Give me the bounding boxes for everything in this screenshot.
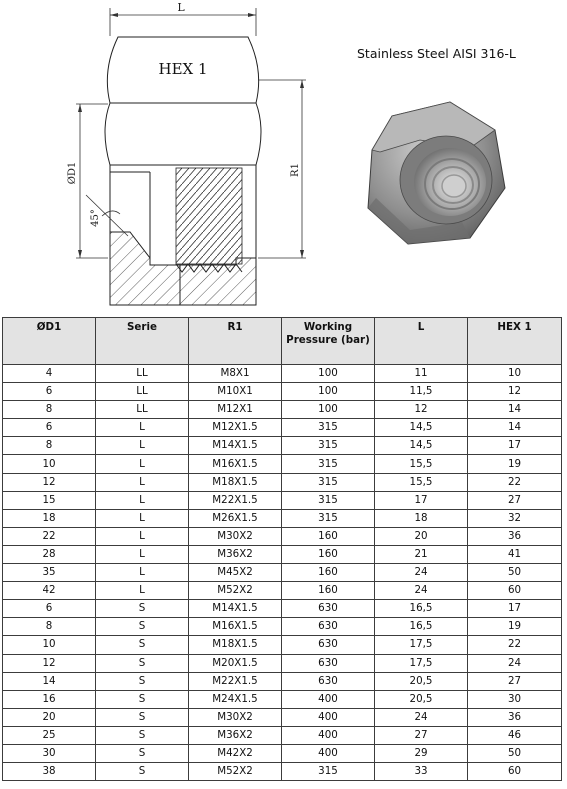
table-row — [3, 383, 562, 401]
cell-working-pressure: 100 — [282, 365, 375, 383]
cell-working-pressure: 315 — [282, 763, 375, 781]
cell-d1: 35 — [3, 564, 96, 582]
cell-l: 33 — [375, 763, 468, 781]
table-row — [3, 726, 562, 744]
cell-l: 11,5 — [375, 383, 468, 401]
cell-serie: S — [96, 744, 189, 762]
cell-serie: L — [96, 455, 189, 473]
cell-hex1: 17 — [468, 600, 562, 618]
table-row — [3, 419, 562, 437]
cell-working-pressure: 400 — [282, 744, 375, 762]
cell-working-pressure: 315 — [282, 419, 375, 437]
cell-l: 29 — [375, 744, 468, 762]
cell-r1: M18X1.5 — [189, 473, 282, 491]
table-row — [3, 491, 562, 509]
cell-l: 17 — [375, 491, 468, 509]
cell-r1: M16X1.5 — [189, 455, 282, 473]
cell-r1: M45X2 — [189, 564, 282, 582]
cell-l: 15,5 — [375, 473, 468, 491]
cell-d1: 16 — [3, 690, 96, 708]
cell-hex1: 19 — [468, 618, 562, 636]
cell-working-pressure: 630 — [282, 600, 375, 618]
cell-serie: L — [96, 437, 189, 455]
cell-r1: M12X1 — [189, 401, 282, 419]
cell-d1: 4 — [3, 365, 96, 383]
cell-r1: M8X1 — [189, 365, 282, 383]
dimension-d1 — [76, 104, 108, 258]
cell-d1: 6 — [3, 600, 96, 618]
cell-l: 20 — [375, 527, 468, 545]
table-header-row — [3, 318, 562, 365]
cell-r1: M36X2 — [189, 726, 282, 744]
cell-l: 17,5 — [375, 654, 468, 672]
header-working-pressure: Working Pressure (bar) — [282, 318, 375, 365]
cell-serie: LL — [96, 383, 189, 401]
cell-l: 24 — [375, 582, 468, 600]
thread-profile — [176, 168, 242, 272]
cell-r1: M14X1.5 — [189, 437, 282, 455]
header-hex1: HEX 1 — [468, 318, 562, 365]
cell-serie: L — [96, 473, 189, 491]
cell-working-pressure: 400 — [282, 708, 375, 726]
cell-hex1: 36 — [468, 527, 562, 545]
spec-table — [2, 317, 562, 781]
cell-working-pressure: 630 — [282, 654, 375, 672]
cell-working-pressure: 160 — [282, 545, 375, 563]
cell-d1: 30 — [3, 744, 96, 762]
cell-l: 16,5 — [375, 618, 468, 636]
cell-working-pressure: 315 — [282, 437, 375, 455]
table-body — [3, 365, 562, 781]
cell-d1: 22 — [3, 527, 96, 545]
cell-r1: M14X1.5 — [189, 600, 282, 618]
cell-working-pressure: 160 — [282, 527, 375, 545]
header-d1: ØD1 — [3, 318, 96, 365]
cell-l: 20,5 — [375, 672, 468, 690]
cell-r1: M18X1.5 — [189, 636, 282, 654]
cell-hex1: 12 — [468, 383, 562, 401]
cell-l: 24 — [375, 708, 468, 726]
cell-d1: 15 — [3, 491, 96, 509]
cell-hex1: 41 — [468, 545, 562, 563]
cell-hex1: 27 — [468, 672, 562, 690]
cell-l: 17,5 — [375, 636, 468, 654]
cell-d1: 12 — [3, 473, 96, 491]
cell-serie: L — [96, 491, 189, 509]
cell-d1: 42 — [3, 582, 96, 600]
cell-serie: L — [96, 564, 189, 582]
cell-l: 18 — [375, 509, 468, 527]
cell-hex1: 17 — [468, 437, 562, 455]
table-row — [3, 437, 562, 455]
cell-working-pressure: 100 — [282, 383, 375, 401]
cell-serie: L — [96, 419, 189, 437]
table-row — [3, 455, 562, 473]
cell-r1: M12X1.5 — [189, 419, 282, 437]
cell-l: 24 — [375, 564, 468, 582]
cell-l: 20,5 — [375, 690, 468, 708]
cell-d1: 18 — [3, 509, 96, 527]
cell-hex1: 14 — [468, 419, 562, 437]
cell-serie: S — [96, 672, 189, 690]
table-row — [3, 365, 562, 383]
cell-hex1: 60 — [468, 763, 562, 781]
dimension-r1-label: R1 — [290, 163, 301, 177]
table-row — [3, 763, 562, 781]
cell-working-pressure: 315 — [282, 491, 375, 509]
cell-d1: 28 — [3, 545, 96, 563]
table-row — [3, 690, 562, 708]
cell-serie: LL — [96, 365, 189, 383]
dimension-l-label: L — [177, 1, 185, 14]
cell-working-pressure: 315 — [282, 473, 375, 491]
cell-hex1: 50 — [468, 744, 562, 762]
table-row — [3, 600, 562, 618]
table-row — [3, 401, 562, 419]
cell-serie: S — [96, 636, 189, 654]
cell-l: 12 — [375, 401, 468, 419]
table-row — [3, 582, 562, 600]
cell-working-pressure: 160 — [282, 582, 375, 600]
table-row — [3, 672, 562, 690]
cell-r1: M20X1.5 — [189, 654, 282, 672]
cell-d1: 25 — [3, 726, 96, 744]
cell-l: 21 — [375, 545, 468, 563]
cell-d1: 8 — [3, 401, 96, 419]
cell-hex1: 22 — [468, 636, 562, 654]
cell-r1: M26X1.5 — [189, 509, 282, 527]
dimension-d1-label: ØD1 — [67, 161, 78, 185]
cell-r1: M10X1 — [189, 383, 282, 401]
header-serie: Serie — [96, 318, 189, 365]
cell-l: 15,5 — [375, 455, 468, 473]
cell-r1: M30X2 — [189, 527, 282, 545]
cell-d1: 6 — [3, 419, 96, 437]
header-r1: R1 — [189, 318, 282, 365]
cell-hex1: 19 — [468, 455, 562, 473]
cell-working-pressure: 630 — [282, 636, 375, 654]
table-row — [3, 509, 562, 527]
cell-l: 14,5 — [375, 419, 468, 437]
cell-r1: M16X1.5 — [189, 618, 282, 636]
cell-hex1: 30 — [468, 690, 562, 708]
cell-serie: S — [96, 708, 189, 726]
cell-r1: M52X2 — [189, 582, 282, 600]
table-row — [3, 708, 562, 726]
section-hatch — [110, 232, 180, 305]
cell-working-pressure: 100 — [282, 401, 375, 419]
cell-l: 14,5 — [375, 437, 468, 455]
cell-d1: 12 — [3, 654, 96, 672]
cell-hex1: 32 — [468, 509, 562, 527]
cell-d1: 10 — [3, 455, 96, 473]
cell-hex1: 10 — [468, 365, 562, 383]
dimension-angle-label: 45° — [90, 209, 101, 227]
section-hatch-right — [180, 258, 256, 305]
material-label: Stainless Steel AISI 316-L — [357, 46, 516, 61]
cell-r1: M24X1.5 — [189, 690, 282, 708]
cell-hex1: 50 — [468, 564, 562, 582]
cell-hex1: 22 — [468, 473, 562, 491]
cell-hex1: 24 — [468, 654, 562, 672]
cell-working-pressure: 315 — [282, 509, 375, 527]
cell-serie: L — [96, 509, 189, 527]
cell-hex1: 60 — [468, 582, 562, 600]
cell-serie: L — [96, 545, 189, 563]
cell-working-pressure: 630 — [282, 618, 375, 636]
cell-working-pressure: 400 — [282, 726, 375, 744]
cell-r1: M30X2 — [189, 708, 282, 726]
cell-d1: 38 — [3, 763, 96, 781]
cell-serie: S — [96, 618, 189, 636]
header-l: L — [375, 318, 468, 365]
cell-r1: M22X1.5 — [189, 672, 282, 690]
cell-d1: 8 — [3, 437, 96, 455]
cell-hex1: 14 — [468, 401, 562, 419]
cell-d1: 8 — [3, 618, 96, 636]
table-row — [3, 744, 562, 762]
cell-d1: 10 — [3, 636, 96, 654]
cell-working-pressure: 160 — [282, 564, 375, 582]
cell-d1: 6 — [3, 383, 96, 401]
cell-hex1: 27 — [468, 491, 562, 509]
cell-hex1: 46 — [468, 726, 562, 744]
cell-serie: S — [96, 600, 189, 618]
cell-l: 27 — [375, 726, 468, 744]
table-row — [3, 473, 562, 491]
cell-r1: M42X2 — [189, 744, 282, 762]
cell-r1: M22X1.5 — [189, 491, 282, 509]
cell-serie: L — [96, 527, 189, 545]
table-row — [3, 618, 562, 636]
cell-l: 11 — [375, 365, 468, 383]
cell-hex1: 36 — [468, 708, 562, 726]
cell-working-pressure: 315 — [282, 455, 375, 473]
table-row — [3, 636, 562, 654]
nut-3d-render — [368, 102, 505, 244]
table-row — [3, 545, 562, 563]
cell-d1: 20 — [3, 708, 96, 726]
cell-working-pressure: 400 — [282, 690, 375, 708]
cell-serie: L — [96, 582, 189, 600]
table-row — [3, 564, 562, 582]
cell-serie: S — [96, 690, 189, 708]
cell-serie: S — [96, 726, 189, 744]
hex-label: HEX 1 — [158, 60, 208, 78]
cell-serie: S — [96, 763, 189, 781]
cell-working-pressure: 630 — [282, 672, 375, 690]
table-row — [3, 527, 562, 545]
cell-d1: 14 — [3, 672, 96, 690]
cell-r1: M36X2 — [189, 545, 282, 563]
cell-serie: LL — [96, 401, 189, 419]
cell-l: 16,5 — [375, 600, 468, 618]
cell-serie: S — [96, 654, 189, 672]
table-row — [3, 654, 562, 672]
cell-r1: M52X2 — [189, 763, 282, 781]
